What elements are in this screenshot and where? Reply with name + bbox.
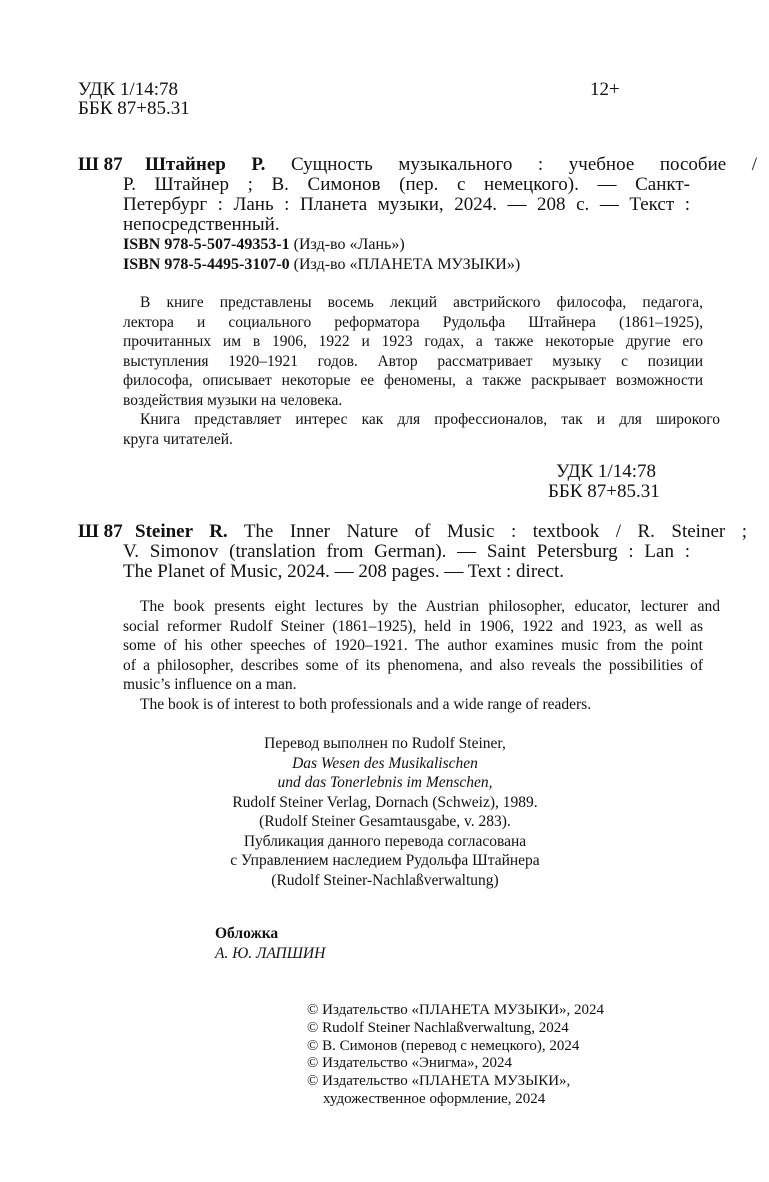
header-bbk: ББК 87+85.31 (78, 98, 190, 119)
ru-abstract-line: воздействия музыки на человека. (123, 391, 343, 409)
original-title-line: und das Tonerlebnis im Menschen, (277, 774, 493, 791)
cover-label: Обложка (215, 925, 279, 942)
cover-artist: А. Ю. ЛАПШИН (215, 944, 326, 962)
en-abstract-line: The book is of interest to both professionals and a wide range of readers. (140, 695, 592, 713)
ru-abstract-line: философа, описывает некоторые ее феномены, а также раскрывает возможности (123, 372, 703, 389)
ru-index-bbk: ББК 87+85.31 (548, 481, 660, 502)
en-abstract (123, 597, 720, 714)
original-title-line: Das Wesen des Musikalischen (292, 754, 478, 772)
en-abstract-line: The book presents eight lectures by the Austrian philosopher, educator, lecturer and (140, 598, 720, 615)
ru-entry-line4: непосредственный. (123, 214, 280, 235)
en-entry-line1-text: The Inner Nature of Music : textbook / R. Steiner ; (243, 521, 747, 542)
translation-note-line: Rudolf Steiner Verlag, Dornach (Schweiz), 1989. (232, 793, 538, 811)
ru-abstract-line: Книга представляет интерес как для профессионалов, так и для широкого (140, 411, 720, 428)
copyright-line: © Издательство «Энигма», 2024 (307, 1055, 512, 1072)
age-rating: 12+ (590, 79, 620, 100)
copyright-line: © Rudolf Steiner Nachlaßverwaltung, 2024 (307, 1019, 569, 1036)
isbn-row-2 (123, 255, 690, 275)
en-abstract-line: of a philosopher, describes some of its phenomena, and also reveals the possibilities of (123, 656, 703, 674)
translation-note-line: Публикация данного перевода согласована (243, 832, 527, 850)
ru-abstract (123, 293, 720, 449)
en-entry-author: Steiner R. (135, 521, 228, 542)
en-entry-line3: The Planet of Music, 2024. — 208 pages. — Text : direct. (123, 561, 565, 582)
isbn-1: ISBN 978-5-507-49353-1 (123, 236, 290, 253)
translation-note (185, 734, 585, 890)
en-entry-line2: V. Simonov (translation from German). — Saint Petersburg : Lan : (123, 541, 690, 562)
copyright-line: © Издательство «ПЛАНЕТА МУЗЫКИ», 2024 (307, 1002, 605, 1018)
ru-entry-line1-text: Сущность музыкального : учебное пособие / (290, 154, 758, 175)
en-abstract-line: social reformer Rudolf Steiner (1861–1925), held in 1906, 1922 and 1923, as well as (123, 617, 703, 635)
isbn-row-1 (123, 235, 690, 255)
copyright-line: © Издательство «ПЛАНЕТА МУЗЫКИ», (307, 1073, 571, 1090)
ru-entry-line1 (145, 155, 757, 175)
ru-entry-author: Штайнер Р. (145, 154, 266, 175)
ru-abstract-line: лектора и социального реформатора Рудольфа Штайнера (1861–1925), (123, 313, 703, 331)
en-abstract-line: some of his other speeches of 1920–1921. The author examines music from the point (123, 637, 703, 654)
translation-note-line: (Rudolf Steiner Gesamtausgabe, v. 283). (259, 813, 511, 830)
isbn-2-publisher: (Изд-во «ПЛАНЕТА МУЗЫКИ») (293, 256, 521, 273)
en-abstract-line: music’s influence on a man. (123, 676, 297, 693)
cover-credit (215, 924, 325, 963)
translation-note-line: (Rudolf Steiner-Nachlaßverwaltung) (271, 871, 499, 889)
copyright-line: художественное оформление, 2024 (323, 1090, 546, 1107)
header-udk: УДК 1/14:78 (78, 79, 178, 100)
isbn-1-publisher: (Изд-во «Лань») (293, 236, 405, 253)
ru-entry (78, 154, 758, 275)
ru-entry-line2: Р. Штайнер ; В. Симонов (пер. с немецкого). — Санкт- (123, 174, 690, 195)
ru-abstract-line: выступления 1920–1921 годов. Автор рассматривает музыку с позиции (123, 352, 703, 370)
en-entry-code: Ш 87 (78, 521, 123, 542)
translation-note-line: Перевод выполнен по Rudolf Steiner, (264, 735, 506, 752)
ru-abstract-line: В книге представлены восемь лекций австрийского философа, педагога, (140, 294, 703, 311)
ru-abstract-line: круга читателей. (123, 430, 233, 448)
en-entry-line1 (135, 522, 747, 542)
ru-entry-code: Ш 87 (78, 154, 123, 175)
isbn-2: ISBN 978-5-4495-3107-0 (123, 256, 290, 273)
translation-note-line: с Управлением наследием Рудольфа Штайнера (230, 852, 540, 869)
copyright-block (307, 1002, 604, 1109)
ru-index-udk: УДК 1/14:78 (556, 461, 656, 482)
copyright-line: © В. Симонов (перевод с немецкого), 2024 (307, 1037, 580, 1054)
ru-index (548, 462, 660, 502)
ru-entry-line3: Петербург : Лань : Планета музыки, 2024. — 208 с. — Текст : (123, 194, 690, 215)
en-entry (78, 521, 747, 582)
ru-abstract-line: прочитанных им в 1906, 1922 и 1923 годах, а также некоторые другие его (123, 333, 703, 350)
